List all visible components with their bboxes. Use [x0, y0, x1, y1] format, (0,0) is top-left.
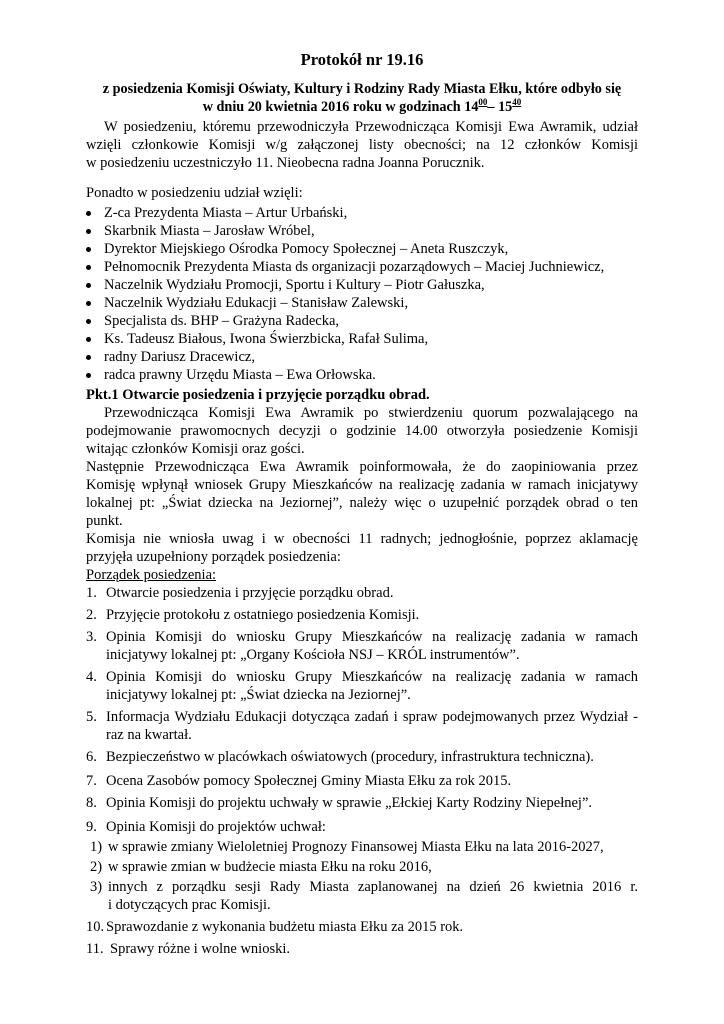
agenda-number: 7. — [86, 773, 97, 789]
agenda-item: Opinia Komisji do wniosku Grupy Mieszkańców na realizację zadania w ramach — [106, 669, 638, 685]
agenda-item-cont: inicjatywy lokalnej pt: „Świat dziecka na Jeziornej”. — [106, 687, 411, 703]
bullet-icon — [86, 301, 91, 306]
agenda-item: Przyjęcie protokołu z ostatniego posiedzenia Komisji. — [106, 607, 420, 623]
agenda-number: 6. — [86, 749, 97, 765]
attendee-text: Ks. Tadeusz Białous, Iwona Świerzbicka, Rafał Sulima, — [104, 331, 429, 347]
agenda-number: 1. — [86, 585, 97, 601]
agenda-item: Sprawy różne i wolne wnioski. — [110, 941, 291, 957]
intro-line: W posiedzeniu, któremu przewodniczyła Przewodnicząca Komisji Ewa Awramik, udział — [104, 119, 638, 135]
agenda-item: Otwarcie posiedzenia i przyjęcie porządku obrad. — [106, 585, 394, 601]
agenda-item-cont: raz na kwartał. — [106, 727, 192, 743]
subitem-cont: i dotyczących prac Komisji. — [108, 897, 271, 913]
paragraph-line: Następnie Przewodnicząca Ewa Awramik poinformowała, że do zaopiniowania przez — [86, 459, 638, 475]
subitem-number: 2) — [90, 859, 103, 875]
bullet-icon — [86, 211, 91, 216]
attendee-text: Pełnomocnik Prezydenta Miasta ds organizacji pozarządowych – Maciej Juchniewicz, — [104, 259, 605, 275]
agenda-number: 3. — [86, 629, 97, 645]
agenda-number: 10. — [86, 919, 105, 935]
attendee-text: Naczelnik Wydziału Promocji, Sportu i Kultury – Piotr Gałuszka, — [104, 277, 485, 293]
paragraph-line: podejmowanie prawomocnych decyzji o godzinie 14.00 otworzyła posiedzenie Komisji — [86, 423, 638, 439]
agenda-item: Opinia Komisji do projektów uchwał: — [106, 819, 326, 835]
attendee-text: Dyrektor Miejskiego Ośrodka Pomocy Społecznej – Aneta Ruszczyk, — [104, 241, 509, 257]
agenda-number: 8. — [86, 795, 97, 811]
section-heading: Pkt.1 Otwarcie posiedzenia i przyjęcie porządku obrad. — [86, 387, 430, 403]
attendee-text: Z-ca Prezydenta Miasta – Artur Urbański, — [104, 205, 348, 221]
agenda-heading: Porządek posiedzenia: — [86, 567, 217, 583]
subitem-number: 1) — [90, 839, 103, 855]
subitem: w sprawie zmiany Wieloletniej Prognozy Finansowej Miasta Ełku na lata 2016-2027, — [108, 839, 604, 855]
bullet-icon — [86, 265, 91, 270]
subitem: w sprawie zmian w budżecie miasta Ełku na roku 2016, — [108, 859, 432, 875]
subtitle-date-text: w dniu 20 kwietnia 2016 roku w godzinach 14 — [202, 99, 479, 115]
intro-line: wzięli członkowie Komisji w/g załączonej listy obecności; na 12 członków Komisji — [86, 137, 638, 153]
paragraph-line: lokalnej pt: „Świat dziecka na Jeziornej”, należy więc o uzupełnić porządek obrad o ten — [86, 495, 638, 511]
attendee-text: Specjalista ds. BHP – Grażyna Radecka, — [104, 313, 340, 329]
paragraph-line: Komisja nie wniosła uwag i w obecności 11 radnych; jednogłośnie, poprzez aklamację — [86, 531, 638, 547]
agenda-number: 9. — [86, 819, 97, 835]
agenda-item: Ocena Zasobów pomocy Społecznej Gminy Miasta Ełku za rok 2015. — [106, 773, 512, 789]
subitem-number: 3) — [90, 879, 103, 895]
bullet-icon — [86, 337, 91, 342]
paragraph-line: Komisję wpłynął wniosek Grupy Mieszkańców na realizację zadania w ramach inicjatywy — [86, 477, 638, 493]
agenda-number: 4. — [86, 669, 97, 685]
bullet-icon — [86, 373, 91, 378]
agenda-item: Informacja Wydziału Edukacji dotycząca zadań i spraw podejmowanych przez Wydział - — [106, 709, 638, 725]
paragraph-line: witając członków Komisji oraz gości. — [86, 441, 305, 457]
paragraph-line: Przewodnicząca Komisji Ewa Awramik po stwierdzeniu quorum pozwalającego na — [104, 405, 638, 421]
agenda-item: Opinia Komisji do projektu uchwały w sprawie „Ełckiej Karty Rodziny Niepełnej”. — [106, 795, 593, 811]
bullet-icon — [86, 283, 91, 288]
bullet-icon — [86, 229, 91, 234]
subitem: innych z porządku sesji Rady Miasta zaplanowanej na dzień 26 kwietnia 2016 r. — [108, 879, 638, 895]
attendees-heading: Ponadto w posiedzeniu udział wzięli: — [86, 185, 303, 201]
bullet-icon — [86, 319, 91, 324]
attendee-text: radca prawny Urzędu Miasta – Ewa Orłowska. — [104, 367, 376, 383]
subtitle-line-2 — [86, 98, 638, 116]
bullet-icon — [86, 247, 91, 252]
page-title: Protokół nr 19.16 — [300, 50, 424, 69]
paragraph-line: przyjęła uzupełniony porządek posiedzenia: — [86, 549, 341, 565]
agenda-number: 5. — [86, 709, 97, 725]
agenda-number: 11. — [86, 941, 104, 957]
subtitle-end-minutes: 40 — [512, 97, 522, 107]
subtitle-end-hour: – 15 — [487, 99, 513, 115]
attendee-text: Skarbnik Miasta – Jarosław Wróbel, — [104, 223, 315, 239]
subtitle-start-minutes: 00 — [478, 97, 488, 107]
agenda-number: 2. — [86, 607, 97, 623]
attendee-text: radny Dariusz Dracewicz, — [104, 349, 255, 365]
agenda-item: Sprawozdanie z wykonania budżetu miasta Ełku za 2015 rok. — [106, 919, 464, 935]
subtitle-line-1: z posiedzenia Komisji Oświaty, Kultury i Rodziny Rady Miasta Ełku, które odbyło się — [102, 81, 622, 97]
agenda-item-cont: inicjatywy lokalnej pt: „Organy Kościoła NSJ – KRÓL instrumentów”. — [106, 647, 520, 663]
attendee-text: Naczelnik Wydziału Edukacji – Stanisław Zalewski, — [104, 295, 409, 311]
agenda-item: Opinia Komisji do wniosku Grupy Mieszkańców na realizację zadania w ramach — [106, 629, 638, 645]
intro-line: w posiedzeniu uczestniczyło 11. Nieobecna radna Joanna Porucznik. — [86, 155, 485, 171]
agenda-item: Bezpieczeństwo w placówkach oświatowych (procedury, infrastruktura techniczna). — [106, 749, 594, 765]
paragraph-line: punkt. — [86, 513, 123, 529]
bullet-icon — [86, 355, 91, 360]
